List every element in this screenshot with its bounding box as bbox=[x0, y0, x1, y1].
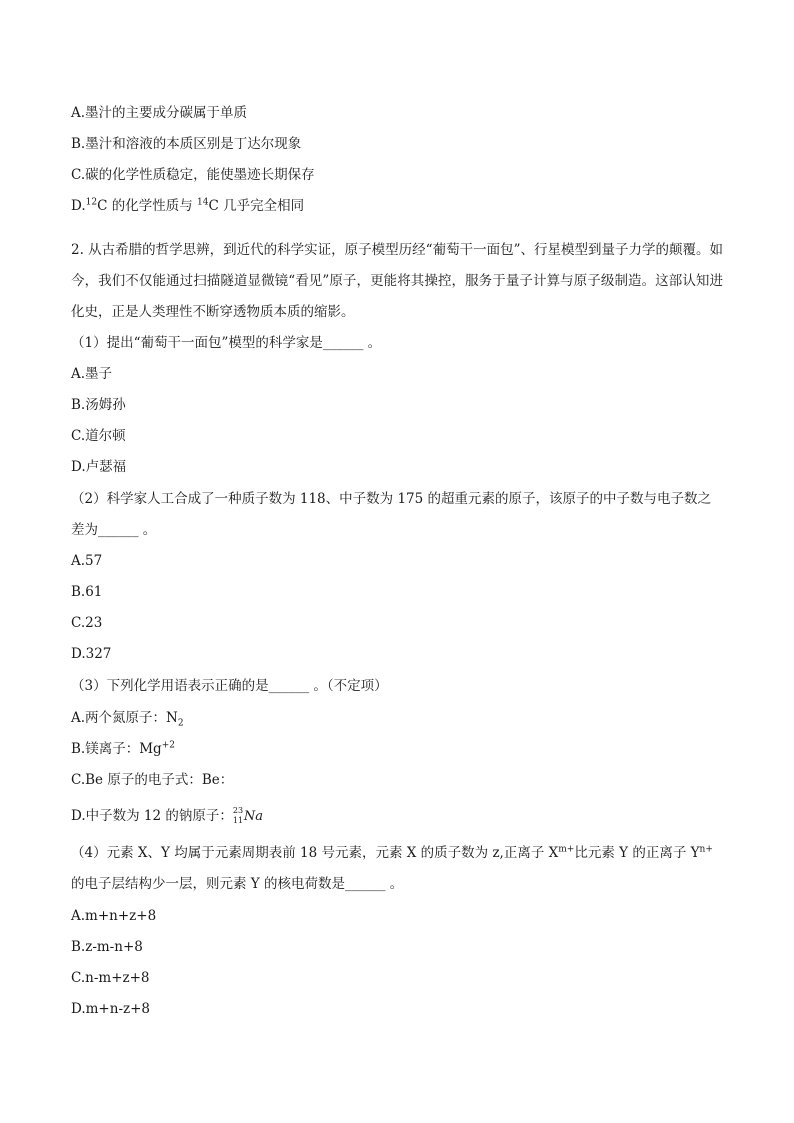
q2-sub4-x-charge: m+ bbox=[558, 844, 575, 855]
q2-sub3-option-a-subscript: 2 bbox=[177, 718, 184, 729]
nuclide-mass-number: 23 bbox=[232, 805, 244, 815]
q1-option-d-mass1: 12 bbox=[85, 197, 98, 208]
q2-sub1-option-b: B.汤姆孙 bbox=[71, 397, 126, 413]
q2-sub1-option-c: C.道尔顿 bbox=[71, 428, 126, 444]
q1-option-d-mass2: 14 bbox=[197, 197, 209, 208]
q2-sub4-y-charge: n+ bbox=[699, 844, 713, 855]
q1-option-c: C.碳的化学性质稳定，能使墨迹长期保存 bbox=[71, 167, 315, 183]
q2-sub1-option-d: D.卢瑟福 bbox=[71, 459, 127, 475]
q2-sub3-option-a-text: A.两个氮原子：N bbox=[71, 710, 178, 726]
q2-sub3-option-b-superscript: +2 bbox=[161, 740, 175, 751]
q2-sub2-option-d: D.327 bbox=[71, 646, 112, 662]
q1-option-b: B.墨汁和溶液的本质区别是丁达尔现象 bbox=[71, 136, 302, 152]
q1-option-d-mid: C 的化学性质与 bbox=[97, 198, 198, 214]
q2-stem: 2. 从古希腊的哲学思辨，到近代的科学实证，原子模型历经“葡萄干一面包”、行星模型到量子力学的颠覆。如今，我们不仅能通过扫描隧道显微镜“看见”原子，更能将其操控，服务于量子计算与原子级制造。这部认知进化史，正是人类理性不断穿透物质本质的缩影。 bbox=[71, 242, 723, 320]
q1-option-d-suffix: C 几乎完全相同 bbox=[208, 198, 305, 214]
q2-sub4-line1-prefix: （4）元素 X、Y 均属于元素周期表前 18 号元素，元素 X 的质子数为 z,正离子 X bbox=[71, 845, 559, 861]
q1-option-a: A.墨汁的主要成分碳属于单质 bbox=[71, 105, 248, 121]
q2-sub4-question-line1 bbox=[71, 843, 713, 863]
q2-sub3-option-b bbox=[71, 739, 175, 759]
q2-sub1-question: （1）提出“葡萄干一面包”模型的科学家是______ 。 bbox=[71, 335, 382, 351]
nuclide-symbol: Na bbox=[243, 808, 264, 824]
q2-sub2-option-c: C.23 bbox=[71, 615, 103, 631]
q2-sub4-option-b: B.z-m-n+8 bbox=[71, 939, 143, 955]
q1-option-d bbox=[71, 196, 304, 216]
q2-sub3-option-d-text: D.中子数为 12 的钠原子： bbox=[71, 808, 233, 824]
sodium-nuclide-notation bbox=[232, 805, 264, 827]
q1-option-d-prefix: D. bbox=[71, 198, 86, 214]
q2-sub2-option-a: A.57 bbox=[71, 553, 103, 569]
q2-sub3-option-c: C.Be 原子的电子式：Be： bbox=[71, 772, 234, 788]
q2-sub2-question-line2: 差为______ 。 bbox=[71, 522, 157, 538]
q2-sub3-question: （3）下列化学用语表示正确的是______ 。（不定项） bbox=[71, 678, 388, 694]
q2-sub4-line1-middle: 比元素 Y 的正离子 Y bbox=[574, 845, 700, 861]
q2-sub1-option-a: A.墨子 bbox=[71, 366, 113, 382]
q2-sub2-question-line1: （2）科学家人工合成了一种质子数为 118、中子数为 175 的超重元素的原子，该原子的中子数与电子数之 bbox=[71, 491, 711, 507]
q2-sub4-option-d: D.m+n-z+8 bbox=[71, 1001, 151, 1017]
nuclide-atomic-number: 11 bbox=[232, 815, 244, 825]
q2-sub3-option-a bbox=[71, 708, 184, 728]
q2-sub3-option-b-text: B.镁离子：Mg bbox=[71, 741, 162, 757]
q2-sub4-option-a: A.m+n+z+8 bbox=[71, 908, 157, 924]
q2-sub4-question-line2: 的电子层结构少一层，则元素 Y 的核电荷数是______ 。 bbox=[71, 876, 404, 892]
q2-sub2-option-b: B.61 bbox=[71, 584, 103, 600]
q2-sub4-option-c: C.n-m+z+8 bbox=[71, 970, 150, 986]
q2-sub3-option-d bbox=[71, 805, 264, 826]
